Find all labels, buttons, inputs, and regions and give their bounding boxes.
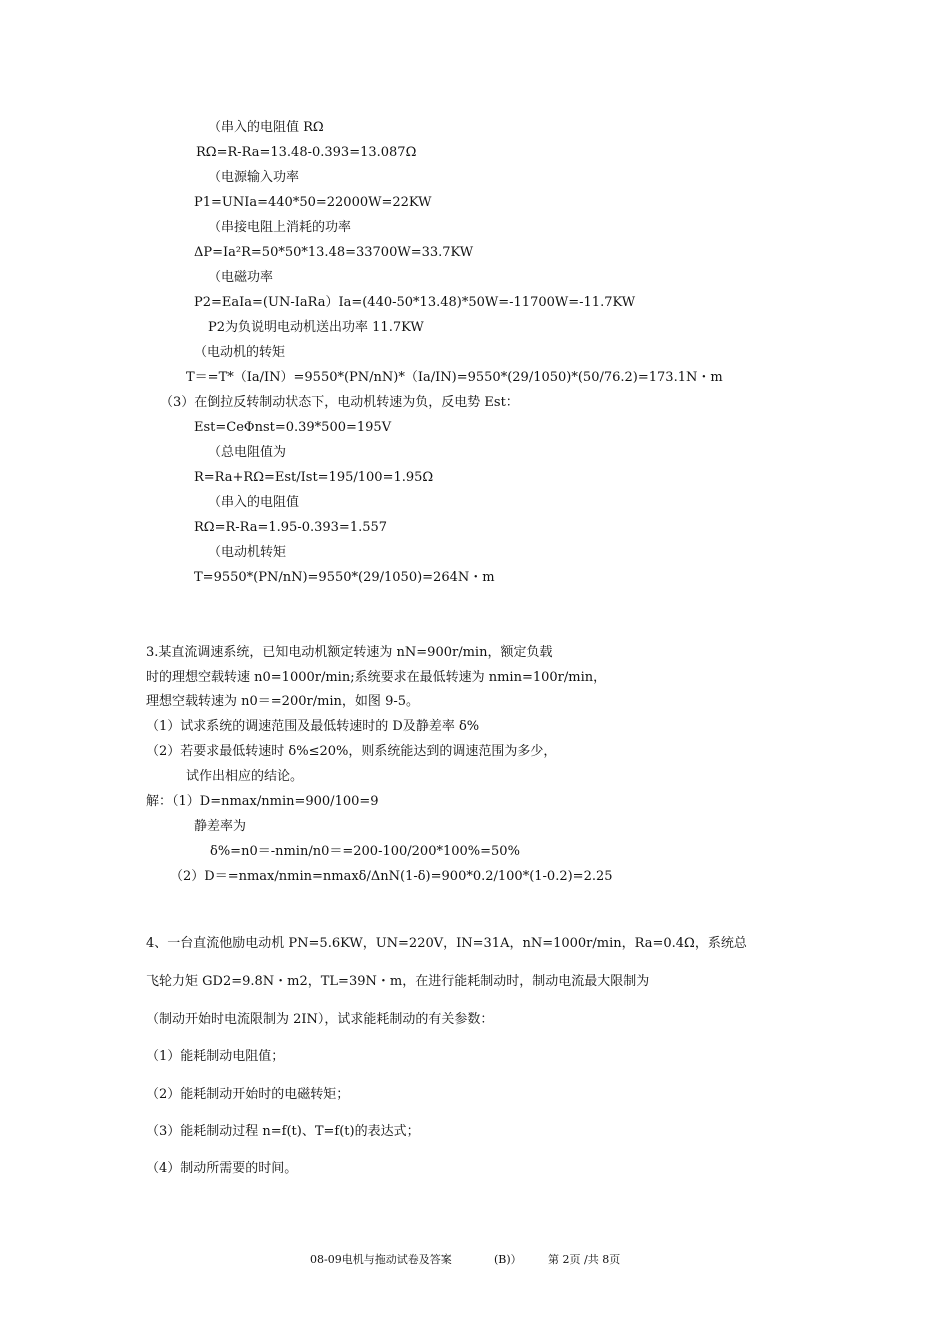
question-4-line: 飞轮力矩 GD2=9.8N・m2，TL=39N・m，在进行能耗制动时，制动电流最大限制为 — [146, 974, 650, 989]
text-line: RΩ=R-Ra=13.48-0.393=13.087Ω — [196, 145, 417, 160]
text-line: （3）在倒拉反转制动状态下，电动机转速为负，反电势 Est： — [160, 395, 519, 410]
question-3-line: 3.某直流调速系统，已知电动机额定转速为 nN=900r/min，额定负载 — [146, 645, 553, 660]
text-line: Est=CeΦnst=0.39*500=195V — [194, 420, 392, 435]
question-3-line: （1）试求系统的调速范围及最低转速时的 D及静差率 δ% — [146, 719, 480, 734]
answer-line: 解：（1）D=nmax/nmin=900/100=9 — [146, 794, 379, 809]
footer-page-number: 第 2页 /共 8页 — [548, 1253, 621, 1266]
text-line: （串入的电阻值 RΩ — [208, 120, 324, 135]
text-line: （串入的电阻值 — [208, 495, 300, 510]
text-line: P1=UNIa=440*50=22000W=22KW — [194, 195, 432, 210]
question-4-line: （4）制动所需要的时间。 — [146, 1161, 298, 1176]
question-4-line: 4、一台直流他励电动机 PN=5.6KW，UN=220V，IN=31A，nN=1000r/min，Ra=0.4Ω，系统总 — [146, 936, 747, 951]
question-3-line: （2）若要求最低转速时 δ%≤20%，则系统能达到的调速范围为多少， — [146, 744, 557, 759]
answer-line: 静差率为 — [194, 819, 247, 834]
footer-title: 08-09电机与拖动试卷及答案 — [310, 1253, 452, 1266]
text-line: （电动机转矩 — [208, 545, 287, 560]
question-3-line: 试作出相应的结论。 — [186, 769, 304, 784]
footer-paper-type: (B)） — [494, 1253, 522, 1266]
text-line: T＝=T*（Ia/IN）=9550*(PN/nN)*（Ia/IN)=9550*(29/1050)*(50/76.2)=173.1N・m — [186, 370, 723, 385]
text-line: RΩ=R-Ra=1.95-0.393=1.557 — [194, 520, 388, 535]
text-line: P2为负说明电动机送出功率 11.7KW — [208, 320, 424, 335]
answer-line: （2）D＝=nmax/nmin=nmaxδ/ΔnN(1-δ)=900*0.2/100*(1-0.2)=2.25 — [170, 869, 613, 884]
text-line: T=9550*(PN/nN)=9550*(29/1050)=264N・m — [194, 570, 495, 585]
text-line: （电磁功率 — [208, 270, 274, 285]
text-line: R=Ra+RΩ=Est/Ist=195/100=1.95Ω — [194, 470, 434, 485]
answer-line: δ%=n0＝-nmin/n0＝=200-100/200*100%=50% — [210, 844, 520, 859]
question-3-line: 时的理想空载转速 n0=1000r/min;系统要求在最低转速为 nmin=100r/min， — [146, 670, 607, 685]
text-line: P2=EaIa=(UN-IaRa）Ia=(440-50*13.48)*50W=-11700W=-11.7KW — [194, 295, 636, 310]
question-3-line: 理想空载转速为 n0＝=200r/min，如图 9-5。 — [146, 694, 420, 709]
text-line: ΔP=Ia²R=50*50*13.48=33700W=33.7KW — [194, 245, 474, 260]
question-4-line: （2）能耗制动开始时的电磁转矩； — [146, 1087, 350, 1102]
text-line: （总电阻值为 — [208, 445, 287, 460]
text-line: （电源输入功率 — [208, 170, 300, 185]
text-line: （串接电阻上消耗的功率 — [208, 220, 352, 235]
question-4-line: （1）能耗制动电阻值； — [146, 1049, 285, 1064]
text-line: （电动机的转矩 — [194, 345, 286, 360]
question-4-line: （3）能耗制动过程 n=f(t)、T=f(t)的表达式； — [146, 1124, 420, 1139]
question-4-line: （制动开始时电流限制为 2IN），试求能耗制动的有关参数： — [146, 1012, 494, 1027]
